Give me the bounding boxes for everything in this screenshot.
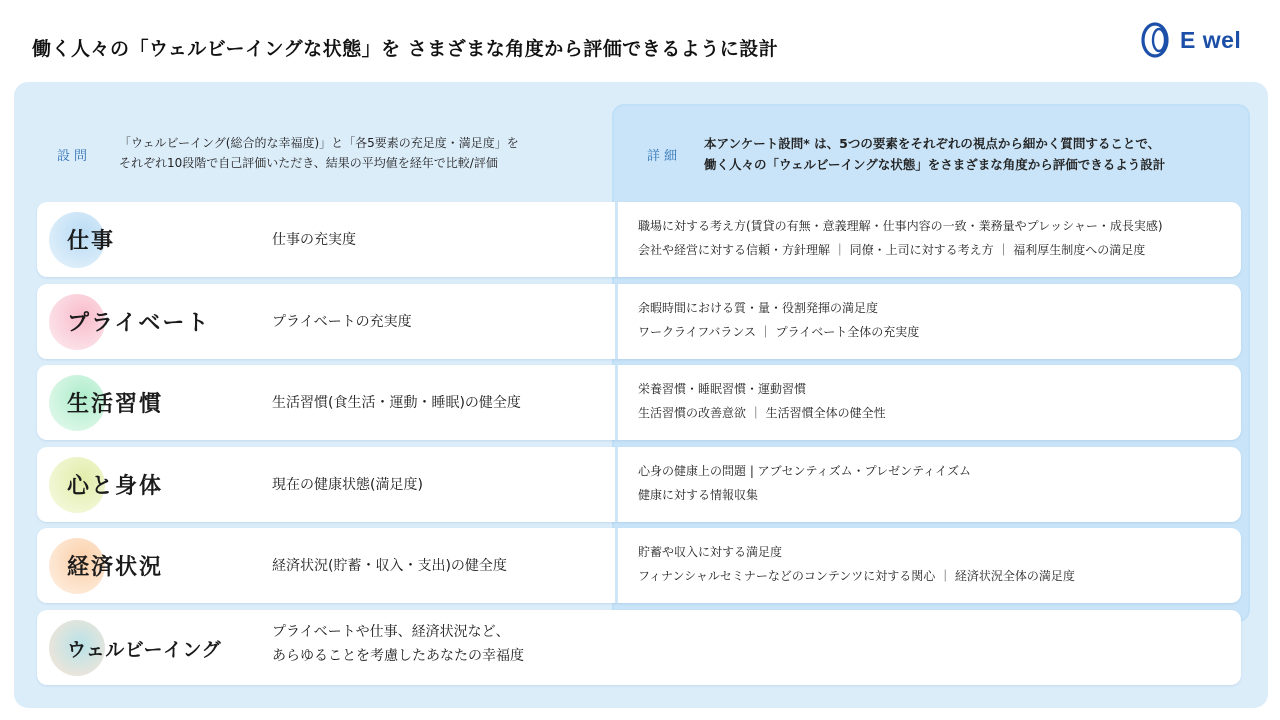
- detail-line-1: 職場に対する考え方(賃貸の有無・意義理解・仕事内容の一致・業務量やプレッシャー・成長実感): [638, 219, 1163, 233]
- category-label: 生活習慣: [67, 392, 164, 417]
- detail-text: [638, 377, 886, 425]
- row-private: [37, 284, 1241, 359]
- detail-line-2: 会社や経営に対する信頼・方針理解 ｜ 同僚・上司に対する考え方 ｜ 福利厚生制度への満足度: [638, 243, 1146, 257]
- category-label: 仕事: [67, 229, 116, 254]
- detail-line-2: 生活習慣の改善意欲 ｜ 生活習慣全体の健全性: [638, 406, 886, 420]
- question-text: 仕事の充実度: [272, 232, 356, 248]
- row-mind-body: [37, 447, 1241, 522]
- question-text: 経済状況(貯蓄・収入・支出)の健全度: [272, 558, 507, 574]
- row-lifestyle: [37, 365, 1241, 440]
- detail-line-2: フィナンシャルセミナーなどのコンテンツに対する関心 ｜ 経済状況全体の満足度: [638, 569, 1075, 583]
- question-text: 生活習慣(食生活・運動・睡眠)の健全度: [272, 395, 521, 411]
- question-text: 現在の健康状態(満足度): [272, 477, 423, 493]
- question-text: [272, 620, 524, 668]
- question-header-text: [119, 133, 519, 173]
- category-label: ウェルビーイング: [67, 639, 222, 661]
- row-divider: [615, 202, 618, 277]
- detail-header-text: [704, 133, 1165, 175]
- ewel-logo-icon: [1140, 21, 1176, 59]
- row-work: [37, 202, 1241, 277]
- logo-text: E wel: [1180, 26, 1242, 53]
- question-header-line-1: 「ウェルビーイング(総合的な幸福度)」と「各5要素の充足度・満足度」を: [119, 136, 519, 150]
- question-header-label: 設問: [57, 149, 92, 164]
- category-label: 経済状況: [67, 555, 164, 580]
- detail-line-2: 健康に対する情報収集: [638, 488, 759, 502]
- category-label: 心と身体: [67, 474, 164, 499]
- detail-header-line-2: 働く人々の「ウェルビーイングな状態」をさまざまな角度から評価できるよう設計: [704, 157, 1166, 172]
- question-header-line-2: それぞれ10段階で自己評価いただき、結果の平均値を経年で比較/評価: [119, 156, 498, 170]
- detail-header-line-1: 本アンケート設問* は、5つの要素をそれぞれの視点から細かく質問することで、: [704, 136, 1161, 151]
- category-label: プライベート: [67, 311, 211, 336]
- question-text: プライベートの充実度: [272, 314, 412, 330]
- row-divider: [615, 528, 618, 603]
- detail-header-label: 詳細: [647, 149, 682, 164]
- detail-line-1: 貯蓄や収入に対する満足度: [638, 545, 783, 559]
- detail-text: [638, 214, 1163, 262]
- row-divider: [615, 284, 618, 359]
- question-line-2: あらゆることを考慮したあなたの幸福度: [272, 648, 524, 664]
- row-wellbeing: [37, 610, 1241, 685]
- row-finance: [37, 528, 1241, 603]
- question-line-1: プライベートや仕事、経済状況など、: [272, 624, 510, 640]
- row-divider: [615, 365, 618, 440]
- detail-line-1: 栄養習慣・睡眠習慣・運動習慣: [638, 382, 807, 396]
- detail-line-2: ワークライフバランス ｜ プライベート全体の充実度: [638, 325, 920, 339]
- detail-text: [638, 296, 919, 344]
- page-title: 働く人々の「ウェルビーイングな状態」を さまざまな角度から評価できるように設計: [32, 38, 779, 60]
- detail-text: [638, 540, 1075, 588]
- detail-line-1: 心身の健康上の問題 | アブセンティズム・プレゼンティイズム: [638, 464, 972, 478]
- detail-line-1: 余暇時間における質・量・役割発揮の満足度: [638, 301, 879, 315]
- ewel-logo: [1140, 20, 1252, 60]
- detail-text: [638, 459, 971, 507]
- row-divider: [615, 447, 618, 522]
